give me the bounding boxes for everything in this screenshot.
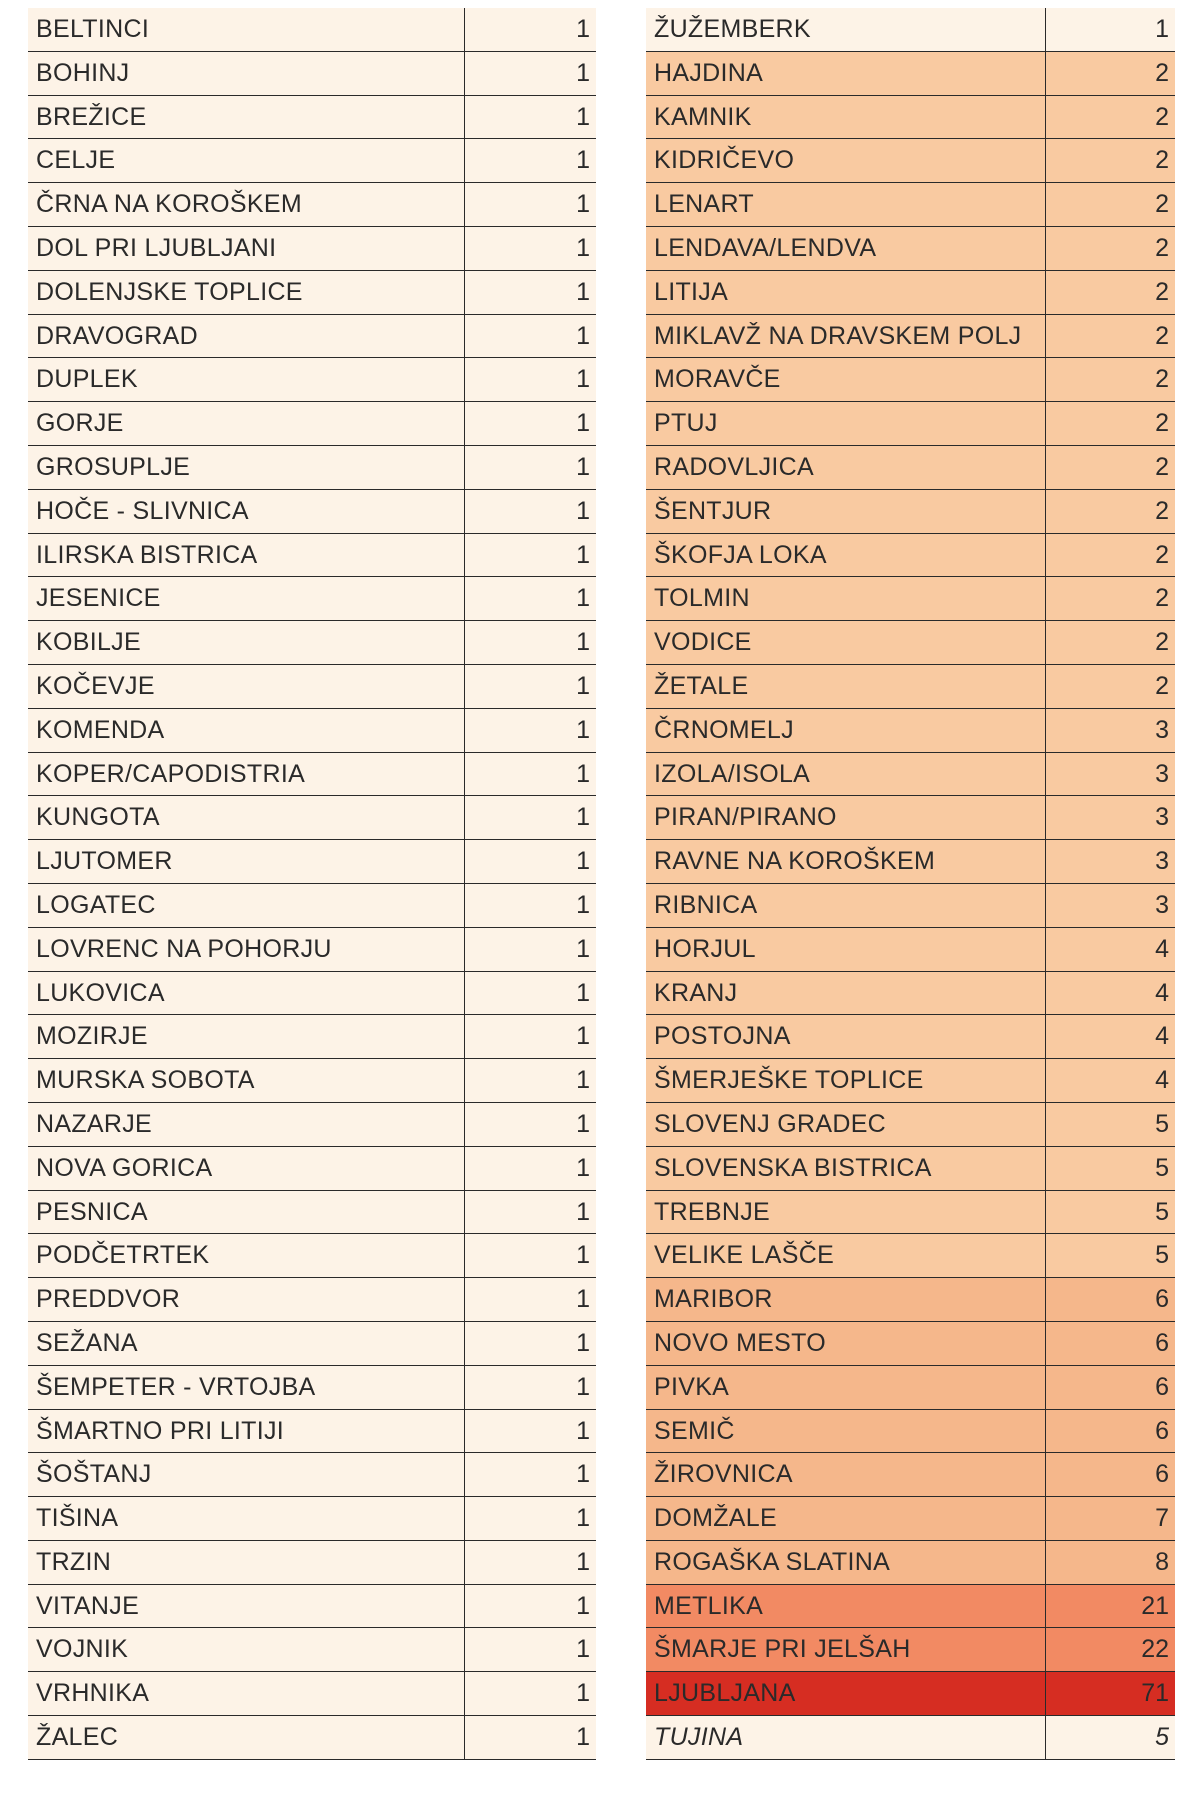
municipality-name: HAJDINA [646,52,1046,95]
case-count: 1 [576,1285,590,1314]
case-count: 1 [576,540,590,569]
table-row [28,1147,596,1191]
case-count: 2 [1155,452,1169,481]
table-row [646,840,1175,884]
case-count: 1 [576,1328,590,1357]
case-count: 2 [1155,102,1169,131]
table-row [28,753,596,797]
table-row [28,796,596,840]
case-count: 1 [576,803,590,832]
municipality-name: PIVKA [646,1366,1046,1409]
table-row [28,1453,596,1497]
case-count: 2 [1155,496,1169,525]
municipality-name: SEMIČ [646,1410,1046,1453]
table-row [28,709,596,753]
table-row [646,1234,1175,1278]
municipality-name: NOVA GORICA [28,1147,465,1190]
table-row [646,446,1175,490]
case-count: 1 [576,190,590,219]
municipality-name: LOGATEC [28,884,465,927]
case-count: 1 [576,671,590,700]
case-count: 4 [1155,1066,1169,1095]
table-row [28,402,596,446]
case-count: 1 [576,1723,590,1752]
case-count: 1 [576,1022,590,1051]
table-row [646,796,1175,840]
case-count: 1 [576,1679,590,1708]
case-count: 3 [1155,847,1169,876]
case-count: 1 [576,1109,590,1138]
case-count: 21 [1141,1591,1169,1620]
table-row [28,621,596,665]
table-row [646,271,1175,315]
case-count: 1 [576,847,590,876]
municipality-name: ŠEMPETER - VRTOJBA [28,1366,465,1409]
municipality-name: SLOVENJ GRADEC [646,1103,1046,1146]
municipality-name: TREBNJE [646,1191,1046,1234]
case-count: 4 [1155,978,1169,1007]
case-count: 6 [1155,1285,1169,1314]
municipality-name: NAZARJE [28,1103,465,1146]
table-row [646,183,1175,227]
case-count: 1 [576,1372,590,1401]
case-count: 2 [1155,190,1169,219]
table-row [28,358,596,402]
table-row [28,315,596,359]
case-count: 2 [1155,277,1169,306]
table-row [28,1410,596,1454]
case-count: 2 [1155,540,1169,569]
table-row [28,1059,596,1103]
case-count: 8 [1155,1547,1169,1576]
table-row [28,1716,596,1760]
municipality-name: BOHINJ [28,52,465,95]
municipality-name: ČRNOMELJ [646,709,1046,752]
case-count: 3 [1155,890,1169,919]
table-row [646,621,1175,665]
municipality-name: DOMŽALE [646,1497,1046,1540]
municipality-name: ŠOŠTANJ [28,1453,465,1496]
municipality-name: RIBNICA [646,884,1046,927]
municipality-name: LITIJA [646,271,1046,314]
case-count: 2 [1155,409,1169,438]
municipality-name: ŽETALE [646,665,1046,708]
table-row [646,402,1175,446]
case-count: 1 [576,1416,590,1445]
table-row [28,1366,596,1410]
case-count: 1 [576,496,590,525]
case-count: 1 [576,978,590,1007]
municipality-name: ŠMARJE PRI JELŠAH [646,1628,1046,1671]
case-count: 6 [1155,1460,1169,1489]
table-row [646,1716,1175,1760]
table-row [28,840,596,884]
municipality-name: KAMNIK [646,96,1046,139]
case-count: 5 [1155,1153,1169,1182]
table-row [646,884,1175,928]
right-municipality-table [646,8,1175,1760]
municipality-name: ŠKOFJA LOKA [646,534,1046,577]
table-row [28,1234,596,1278]
municipality-name: MIKLAVŽ NA DRAVSKEM POLJ [646,315,1046,358]
case-count: 5 [1155,1197,1169,1226]
municipality-name: LENDAVA/LENDVA [646,227,1046,270]
municipality-name: KUNGOTA [28,796,465,839]
municipality-name: KIDRIČEVO [646,139,1046,182]
case-count: 1 [576,365,590,394]
municipality-name: KOPER/CAPODISTRIA [28,753,465,796]
municipality-name: VITANJE [28,1585,465,1628]
municipality-name: NOVO MESTO [646,1322,1046,1365]
municipality-name: PESNICA [28,1191,465,1234]
table-row [28,1497,596,1541]
table-row [646,8,1175,52]
table-row [646,534,1175,578]
municipality-name: PTUJ [646,402,1046,445]
case-count: 1 [576,1460,590,1489]
table-row [646,1410,1175,1454]
table-row [28,534,596,578]
municipality-name: ČRNA NA KOROŠKEM [28,183,465,226]
case-count: 1 [576,584,590,613]
municipality-name: ŠMARTNO PRI LITIJI [28,1410,465,1453]
municipality-name: ŽUŽEMBERK [646,8,1046,51]
municipality-name: POSTOJNA [646,1015,1046,1058]
municipality-name: LOVRENC NA POHORJU [28,928,465,971]
case-count: 1 [576,890,590,919]
municipality-name: HORJUL [646,928,1046,971]
municipality-name: LENART [646,183,1046,226]
table-row [28,577,596,621]
case-count: 3 [1155,759,1169,788]
municipality-name: VODICE [646,621,1046,664]
case-count: 2 [1155,671,1169,700]
case-count: 1 [576,233,590,262]
case-count: 6 [1155,1372,1169,1401]
case-count: 3 [1155,715,1169,744]
table-row [28,665,596,709]
case-count: 1 [576,1241,590,1270]
case-count: 2 [1155,233,1169,262]
table-row [646,1497,1175,1541]
municipality-name: HOČE - SLIVNICA [28,490,465,533]
municipality-name: JESENICE [28,577,465,620]
table-row [28,227,596,271]
table-row [646,1059,1175,1103]
case-count: 1 [1155,15,1169,43]
case-count: 1 [576,58,590,87]
table-row [28,1585,596,1629]
table-row [646,1628,1175,1672]
municipality-name: METLIKA [646,1585,1046,1628]
table-row [28,96,596,140]
case-count: 71 [1141,1679,1169,1708]
case-count: 1 [576,1153,590,1182]
municipality-name: IZOLA/ISOLA [646,753,1046,796]
municipality-name: SEŽANA [28,1322,465,1365]
case-count: 1 [576,15,590,43]
municipality-name: ŠMERJEŠKE TOPLICE [646,1059,1046,1102]
municipality-name: MOZIRJE [28,1015,465,1058]
municipality-name: MURSKA SOBOTA [28,1059,465,1102]
table-row [28,1103,596,1147]
municipality-name: ILIRSKA BISTRICA [28,534,465,577]
table-row [28,884,596,928]
case-count: 1 [576,715,590,744]
case-count: 2 [1155,58,1169,87]
left-municipality-table [28,8,596,1760]
municipality-name: ŠENTJUR [646,490,1046,533]
table-row [28,1191,596,1235]
municipality-name: ŽALEC [28,1716,465,1759]
table-row [646,1278,1175,1322]
table-row [646,52,1175,96]
table-row [646,490,1175,534]
municipality-name: TUJINA [646,1716,1046,1759]
municipality-name: PODČETRTEK [28,1234,465,1277]
municipality-name: MARIBOR [646,1278,1046,1321]
case-count: 1 [576,452,590,481]
case-count: 2 [1155,321,1169,350]
case-count: 1 [576,277,590,306]
case-count: 7 [1155,1504,1169,1533]
table-row [646,972,1175,1016]
case-count: 1 [576,1591,590,1620]
table-row [646,358,1175,402]
municipality-name: LUKOVICA [28,972,465,1015]
case-count: 2 [1155,365,1169,394]
case-count: 1 [576,102,590,131]
case-count: 5 [1155,1109,1169,1138]
table-row [646,1015,1175,1059]
municipality-name: VOJNIK [28,1628,465,1671]
table-row [28,52,596,96]
case-count: 1 [576,409,590,438]
table-row [646,1366,1175,1410]
municipality-name: VELIKE LAŠČE [646,1234,1046,1277]
table-row [28,928,596,972]
table-row [646,709,1175,753]
table-row [28,1541,596,1585]
case-count: 1 [576,1547,590,1576]
table-row [646,1322,1175,1366]
municipality-name: LJUTOMER [28,840,465,883]
table-row [646,928,1175,972]
municipality-name: DOL PRI LJUBLJANI [28,227,465,270]
municipality-name: LJUBLJANA [646,1672,1046,1715]
municipality-name: BELTINCI [28,8,465,51]
table-row [28,1672,596,1716]
municipality-name: ROGAŠKA SLATINA [646,1541,1046,1584]
municipality-name: TRZIN [28,1541,465,1584]
table-row [646,1585,1175,1629]
municipality-name: MORAVČE [646,358,1046,401]
table-row [646,1672,1175,1716]
municipality-name: VRHNIKA [28,1672,465,1715]
table-row [28,1015,596,1059]
municipality-name: RAVNE NA KOROŠKEM [646,840,1046,883]
municipality-name: KOBILJE [28,621,465,664]
case-count: 1 [576,321,590,350]
table-row [28,446,596,490]
case-count: 1 [576,1066,590,1095]
municipality-name: RADOVLJICA [646,446,1046,489]
municipality-name: SLOVENSKA BISTRICA [646,1147,1046,1190]
table-row [646,1541,1175,1585]
case-count: 1 [576,1635,590,1664]
case-count: 6 [1155,1328,1169,1357]
case-count: 1 [576,1504,590,1533]
municipality-name: PIRAN/PIRANO [646,796,1046,839]
case-count: 5 [1155,1723,1169,1752]
municipality-name: CELJE [28,139,465,182]
table-row [28,1628,596,1672]
case-count: 4 [1155,1022,1169,1051]
municipality-name: ŽIROVNICA [646,1453,1046,1496]
table-row [28,1278,596,1322]
case-count: 1 [576,934,590,963]
table-row [646,577,1175,621]
table-row [646,227,1175,271]
case-count: 3 [1155,803,1169,832]
case-count: 2 [1155,628,1169,657]
case-count: 4 [1155,934,1169,963]
case-count: 2 [1155,584,1169,613]
table-row [28,271,596,315]
table-row [28,183,596,227]
municipality-name: TOLMIN [646,577,1046,620]
case-count: 2 [1155,146,1169,175]
municipality-name: PREDDVOR [28,1278,465,1321]
table-row [28,139,596,183]
table-row [28,8,596,52]
case-count: 1 [576,759,590,788]
case-count: 5 [1155,1241,1169,1270]
case-count: 6 [1155,1416,1169,1445]
case-count: 1 [576,628,590,657]
municipality-name: KRANJ [646,972,1046,1015]
table-row [646,139,1175,183]
municipality-name: KOČEVJE [28,665,465,708]
table-row [646,96,1175,140]
municipality-name: GROSUPLJE [28,446,465,489]
case-count: 22 [1141,1635,1169,1664]
municipality-name: DOLENJSKE TOPLICE [28,271,465,314]
municipality-name: TIŠINA [28,1497,465,1540]
case-count: 1 [576,1197,590,1226]
table-row [646,1453,1175,1497]
table-row [646,1191,1175,1235]
table-row [646,1103,1175,1147]
municipality-name: GORJE [28,402,465,445]
municipality-name: DUPLEK [28,358,465,401]
table-row [28,490,596,534]
case-count: 1 [576,146,590,175]
municipality-name: KOMENDA [28,709,465,752]
table-row [646,665,1175,709]
municipality-name: BREŽICE [28,96,465,139]
table-row [28,972,596,1016]
table-row [646,753,1175,797]
table-row [646,1147,1175,1191]
table-row [28,1322,596,1366]
table-row [646,315,1175,359]
municipality-name: DRAVOGRAD [28,315,465,358]
